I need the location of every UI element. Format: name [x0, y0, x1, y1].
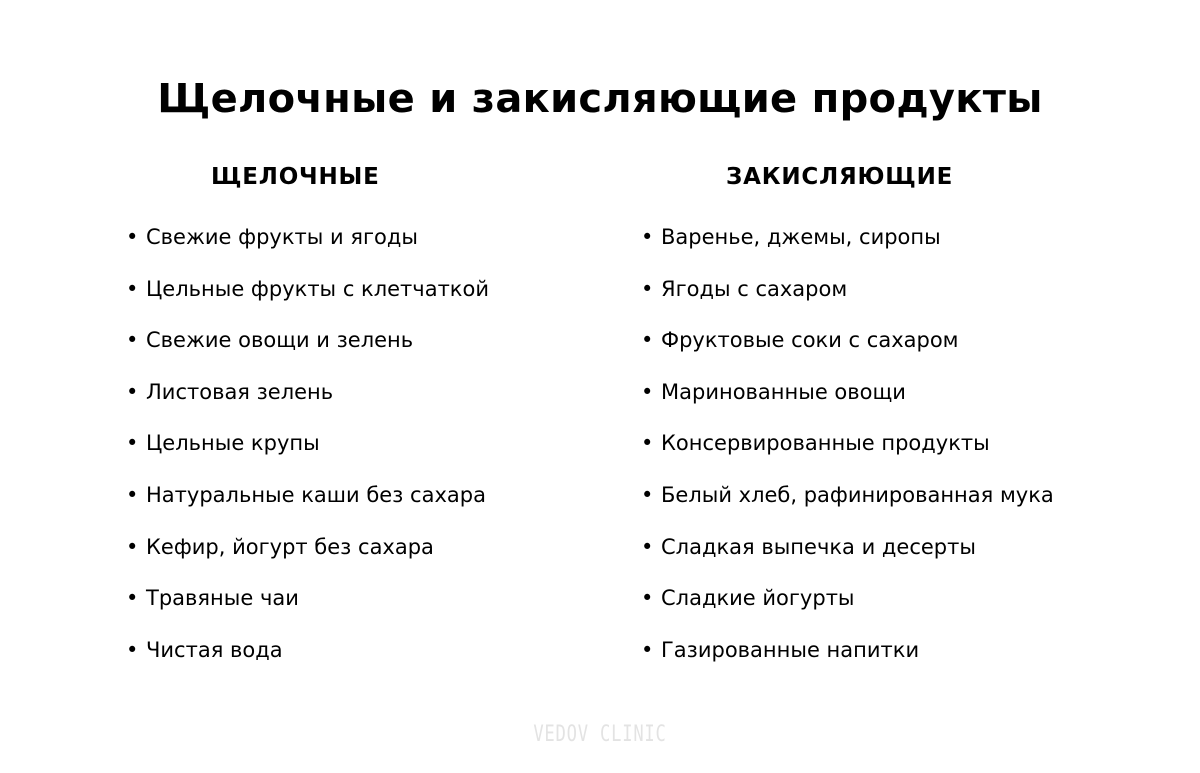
list-item — [126, 323, 489, 375]
watermark-text: VEDOV CLINIC — [533, 722, 667, 747]
bullet-icon: • — [126, 431, 139, 456]
bullet-icon: • — [126, 225, 139, 249]
list-item — [641, 272, 1054, 324]
list-item-text: Газированные напитки — [661, 637, 920, 662]
list-item-text: Консервированные продукты — [661, 431, 990, 456]
list-item-text: Свежие овощи и зелень — [146, 328, 414, 353]
bullet-icon: • — [126, 379, 139, 404]
list-item-text: Кефир, йогурт без сахара — [146, 534, 434, 559]
list-item-text: Сладкие йогурты — [661, 586, 855, 611]
list-item-text: Варенье, джемы, сиропы — [661, 225, 941, 249]
list-item-text: Травяные чаи — [146, 586, 299, 611]
bullet-icon: • — [126, 276, 139, 301]
bullet-icon: • — [126, 637, 139, 662]
list-item — [126, 478, 489, 530]
list-item — [126, 581, 489, 633]
acidifying-list — [641, 220, 1054, 684]
alkaline-heading: ЩЕЛОЧНЫЕ — [211, 164, 380, 190]
list-item-text: Ягоды с сахаром — [661, 276, 848, 301]
list-item — [641, 220, 1054, 272]
bullet-icon: • — [641, 534, 654, 559]
list-item-text: Листовая зелень — [146, 379, 334, 404]
bullet-icon: • — [126, 328, 139, 353]
list-item-text: Натуральные каши без сахара — [146, 482, 486, 507]
bullet-icon: • — [641, 276, 654, 301]
bullet-icon: • — [641, 225, 654, 249]
list-item — [641, 375, 1054, 427]
bullet-icon: • — [641, 482, 654, 507]
bullet-icon: • — [641, 637, 654, 662]
list-item — [126, 426, 489, 478]
bullet-icon: • — [641, 379, 654, 404]
list-item-text: Фруктовые соки с сахаром — [661, 328, 959, 353]
list-item-text: Маринованные овощи — [661, 379, 906, 404]
list-item — [641, 426, 1054, 478]
list-item — [641, 530, 1054, 582]
list-item — [126, 220, 489, 272]
list-item-text: Чистая вода — [146, 637, 283, 662]
list-item — [126, 272, 489, 324]
bullet-icon: • — [641, 431, 654, 456]
bullet-icon: • — [126, 482, 139, 507]
acidifying-heading: ЗАКИСЛЯЮЩИЕ — [726, 164, 954, 190]
list-item-text: Цельные фрукты с клетчаткой — [146, 276, 489, 301]
bullet-icon: • — [126, 534, 139, 559]
list-item — [126, 633, 489, 685]
alkaline-list — [126, 220, 489, 684]
bullet-icon: • — [641, 586, 654, 611]
list-item-text: Сладкая выпечка и десерты — [661, 534, 976, 559]
list-item-text: Цельные крупы — [146, 431, 320, 456]
page-title: Щелочные и закисляющие продукты — [157, 75, 1043, 122]
list-item — [641, 581, 1054, 633]
list-item — [641, 478, 1054, 530]
list-item — [641, 323, 1054, 375]
list-item — [126, 530, 489, 582]
list-item — [126, 375, 489, 427]
bullet-icon: • — [641, 328, 654, 353]
list-item-text: Свежие фрукты и ягоды — [146, 225, 418, 249]
list-item-text: Белый хлеб, рафинированная мука — [661, 482, 1054, 507]
bullet-icon: • — [126, 586, 139, 611]
list-item — [641, 633, 1054, 685]
